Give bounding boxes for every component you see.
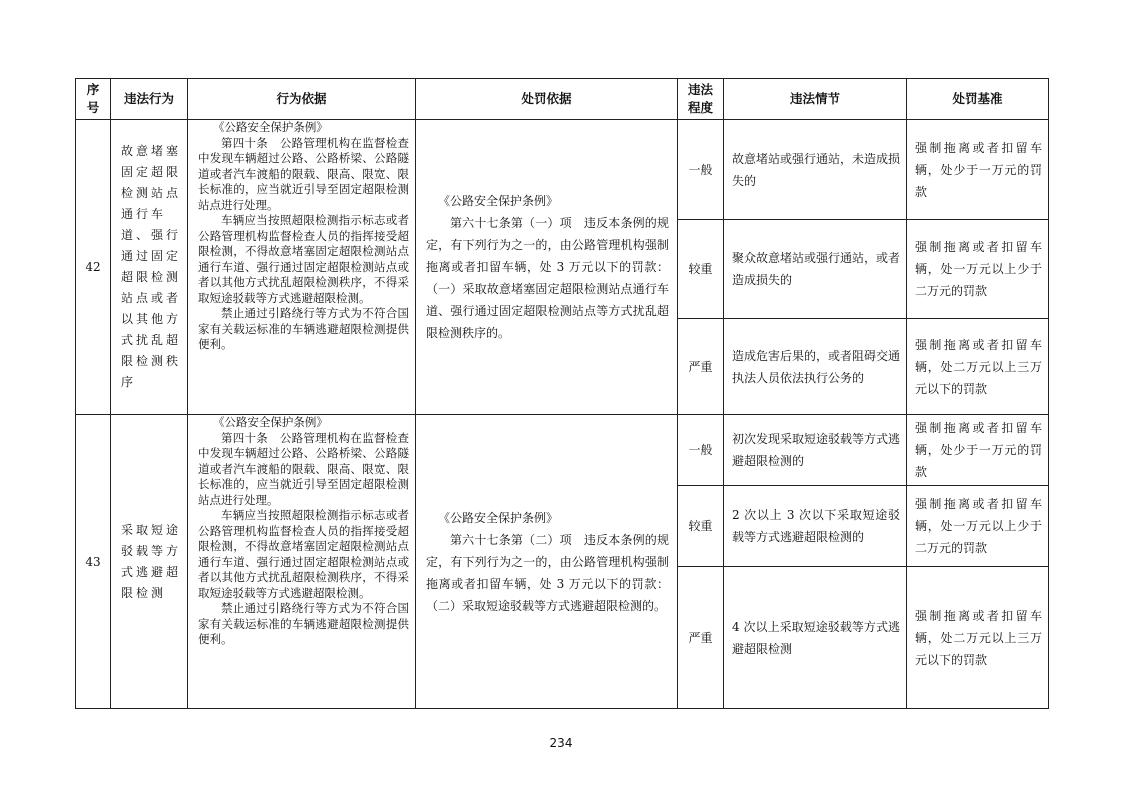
header-basis: 行为依据: [188, 79, 416, 120]
degree-cell: 较重: [678, 220, 724, 319]
row-number: 42: [76, 120, 111, 415]
header-seq: 序 号: [76, 79, 111, 120]
penalty-table: [75, 78, 1049, 709]
degree-cell: 严重: [678, 567, 724, 709]
standard-cell: 强制拖离或者扣留车辆，处二万元以上三万元以下的罚款: [907, 567, 1049, 709]
row-number: 43: [76, 415, 111, 709]
standard-cell: 强制拖离或者扣留车辆，处少于一万元的罚款: [907, 415, 1049, 486]
standard-cell: 强制拖离或者扣留车辆，处一万元以上少于二万元的罚款: [907, 486, 1049, 567]
plot-cell: 4 次以上采取短途驳载等方式逃避超限检测: [724, 567, 907, 709]
header-standard: 处罚基准: [907, 79, 1049, 120]
header-plot: 违法情节: [724, 79, 907, 120]
penalty-basis: 《公路安全保护条例》 第六十七条第（二）项 违反本条例的规定，有下列行为之一的，由公路管理机构强制拖离或者扣留车辆，处 3 万元以下的罚款：（二）采取短途驳载等方式逃避超限检测的。: [416, 415, 678, 709]
act-basis: 《公路安全保护条例》 第四十条 公路管理机构在监督检查中发现车辆超过公路、公路桥梁、公路隧道或者汽车渡船的限载、限高、限宽、限长标准的，应当就近引导至固定超限检测站点进行处理。 车辆应当按照超限检测指示标志或者公路管理机构监督检查人员的指挥接受超限检测，不得故意堵塞固定超限检测站点通行车道、强行通过固定超限检测站点或者以其他方式扰乱超限检测秩序，不得采取短途驳载等方式逃避超限检测。 禁止通过引路绕行等方式为不符合国家有关载运标准的车辆逃避超限检测提供便利。: [188, 120, 416, 415]
page-number: 234: [549, 736, 573, 750]
header-act: 违法行为: [111, 79, 188, 120]
plot-cell: 聚众故意堵站或强行通站，或者造成损失的: [724, 220, 907, 319]
standard-cell: 强制拖离或者扣留车辆，处少于一万元的罚款: [907, 120, 1049, 220]
header-degree: 违法 程度: [678, 79, 724, 120]
header-penalty: 处罚依据: [416, 79, 678, 120]
act-basis: 《公路安全保护条例》 第四十条 公路管理机构在监督检查中发现车辆超过公路、公路桥梁、公路隧道或者汽车渡船的限载、限高、限宽、限长标准的，应当就近引导至固定超限检测站点进行处理。 车辆应当按照超限检测指示标志或者公路管理机构监督检查人员的指挥接受超限检测，不得故意堵塞固定超限检测站点通行车道、强行通过固定超限检测站点或者以其他方式扰乱超限检测秩序，不得采取短途驳载等方式逃避超限检测。 禁止通过引路绕行等方式为不符合国家有关载运标准的车辆逃避超限检测提供便利。: [188, 415, 416, 709]
standard-cell: 强制拖离或者扣留车辆，处二万元以上三万元以下的罚款: [907, 319, 1049, 415]
plot-cell: 故意堵站或强行通站，未造成损失的: [724, 120, 907, 220]
standard-cell: 强制拖离或者扣留车辆，处一万元以上少于二万元的罚款: [907, 220, 1049, 319]
degree-cell: 较重: [678, 486, 724, 567]
plot-cell: 初次发现采取短途驳载等方式逃避超限检测的: [724, 415, 907, 486]
degree-cell: 严重: [678, 319, 724, 415]
plot-cell: 2 次以上 3 次以下采取短途驳载等方式逃避超限检测的: [724, 486, 907, 567]
table-row: [76, 120, 1049, 220]
header-row: [76, 79, 1049, 120]
penalty-basis: 《公路安全保护条例》 第六十七条第（一）项 违反本条例的规定，有下列行为之一的，由公路管理机构强制拖离或者扣留车辆，处 3 万元以下的罚款：（一）采取故意堵塞固定超限检测站点通行车道、强行通过固定超限检测站点等方式扰乱超限检测秩序的。: [416, 120, 678, 415]
violation-act: 采取短途驳载等方式逃避超限检测: [111, 415, 188, 709]
plot-cell: 造成危害后果的，或者阻碍交通执法人员依法执行公务的: [724, 319, 907, 415]
table-row: [76, 415, 1049, 486]
degree-cell: 一般: [678, 415, 724, 486]
violation-act: 故意堵塞固定超限检测站点通行车道、强行通过固定超限检测站点或者以其他方式扰乱超限检测秩序: [111, 120, 188, 415]
degree-cell: 一般: [678, 120, 724, 220]
